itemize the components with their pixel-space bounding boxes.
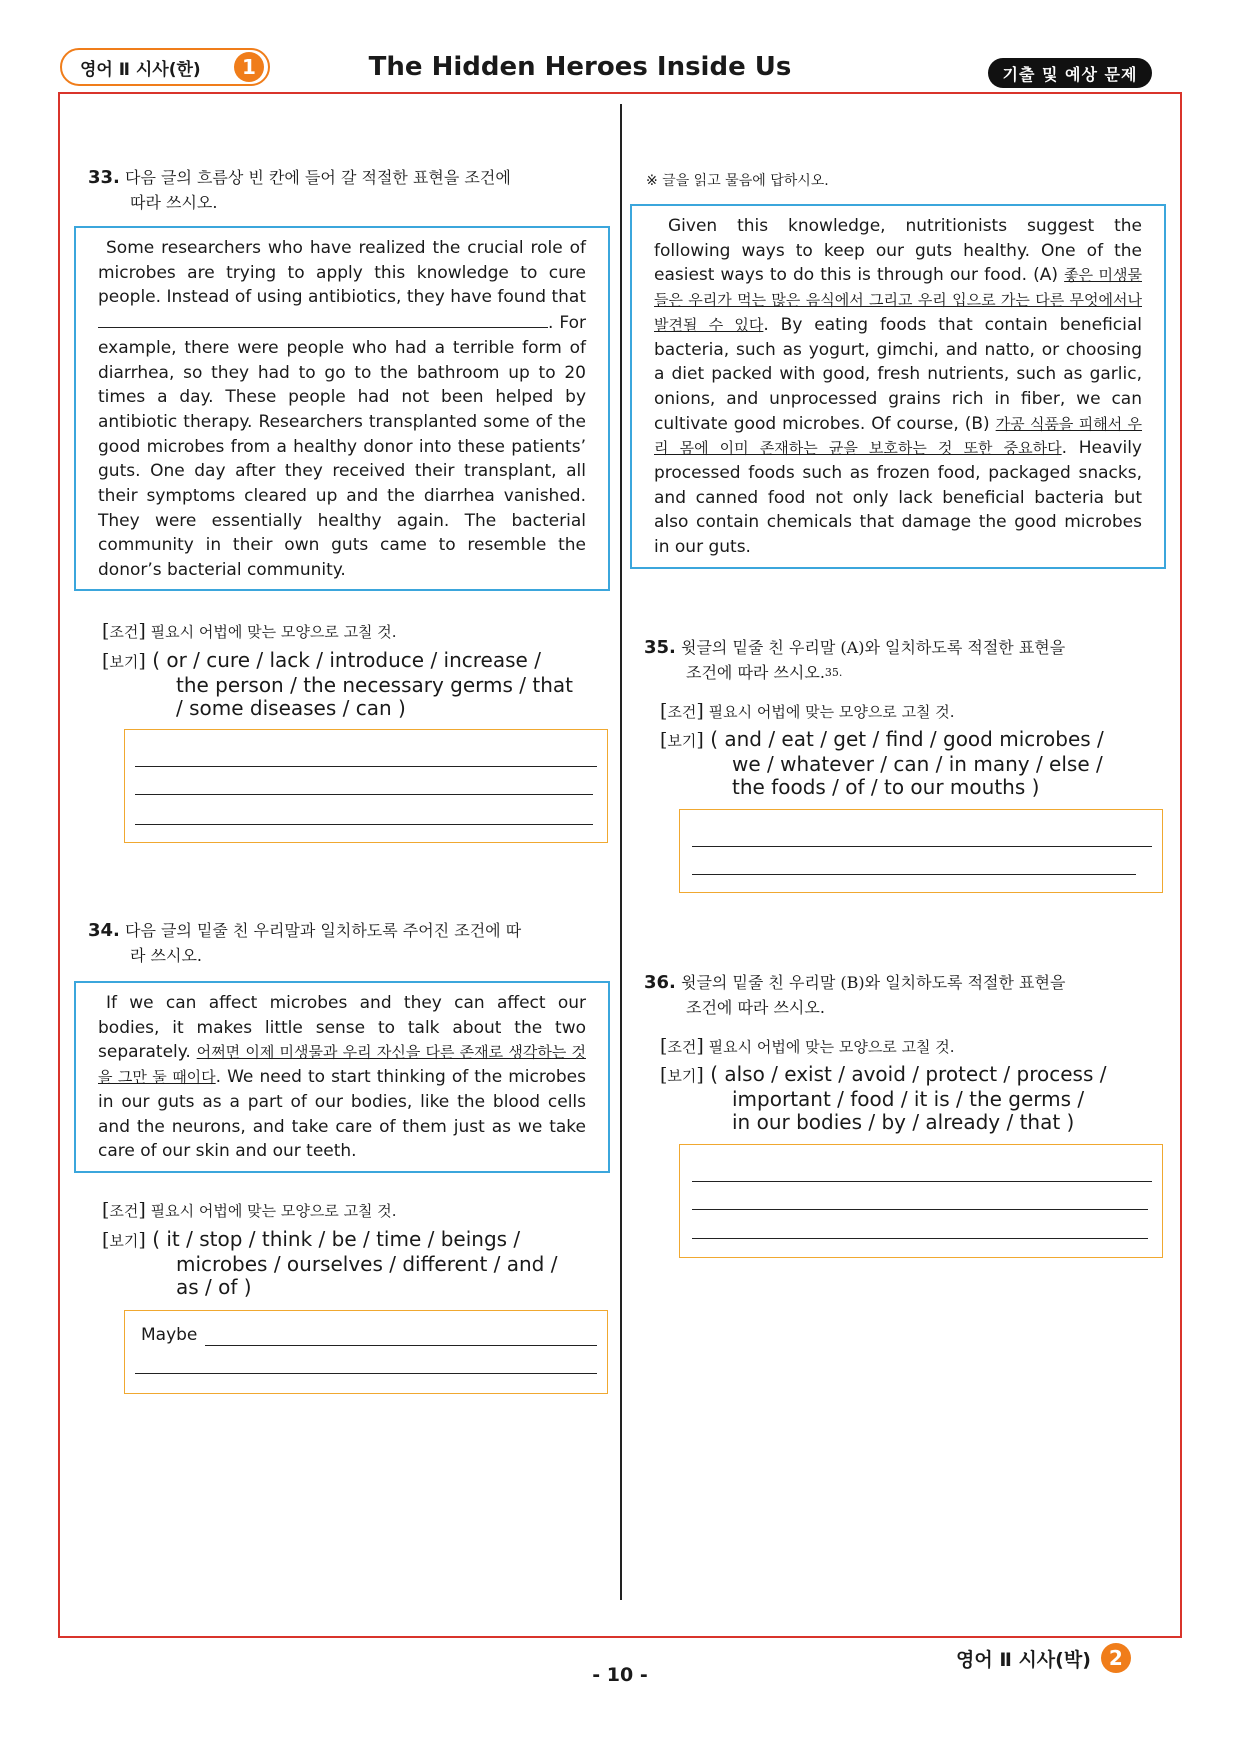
answer-line	[692, 874, 1136, 875]
q36-instruction: 36. 윗글의 밑줄 친 우리말 (B)와 일치하도록 적절한 표현을 조건에 따라 쓰시오.	[644, 972, 1066, 1017]
shared-passage: Given this knowledge, nutritionists suggest the following ways to keep our guts healthy. One of the easiest ways to do this is through our food. (A) 좋은 미생물들은 우리가 먹는 많은 음식에서 그리고 우리 입으로 가는 다른 무엇에서나 발견될 수 있다. By eating foods that contain beneficial bacteria, such as yogurt, gimchi, and natto, or choosing a diet packed with good, fresh nutrients, such as garlic, onions, and unprocessed grains rich in fiber, we can cultivate good microbes. Of course, (B) 가공 식품을 피해서 우리 몸에 이미 존재하는 균을 보호하는 것 또한 중요하다. Heavily processed foods such as frozen food, packaged snacks, and canned food not only lack beneficial bacteria but also contain chemicals that damage the good microbes in our guts.	[630, 204, 1166, 569]
q35-condition: [조건] 필요시 어법에 맞는 모양으로 고칠 것.	[660, 700, 955, 722]
answer-line	[692, 846, 1152, 847]
shared-instruction: ※ 글을 읽고 물음에 답하시오.	[646, 173, 829, 189]
q35-number: 35.	[644, 637, 676, 658]
q36-number: 36.	[644, 972, 676, 993]
subject-label: 영어 Ⅱ 시사(한)	[80, 59, 201, 80]
q34-underlined-korean: 어쩌면 이제 미생물과 우리 자신을 다른 존재로 생각하는 것을 그만 둘 때이다	[98, 1043, 586, 1087]
category-badge: 기출 및 예상 문제	[988, 58, 1152, 88]
q34-number: 34.	[88, 920, 120, 941]
q34-word-bank: [보기] ( it / stop / think / be / time / beings / microbes / ourselves / different / and / as / of )	[102, 1227, 558, 1299]
q34-answer-box[interactable]	[124, 1310, 608, 1394]
q33-condition: [조건] 필요시 어법에 맞는 모양으로 고칠 것.	[102, 620, 397, 642]
q34-answer-prefix: Maybe	[141, 1325, 198, 1345]
q33-passage: Some researchers who have realized the crucial role of microbes are trying to apply this knowledge to cure people. Instead of using antibiotics, they have found that . For example, there were people who had a terrible form of diarrhea, so they had to go to the bathroom up to 20 times a day. These people had not been helped by antibiotic therapy. Researchers transplanted some of the good microbes from a healthy donor into these patients’ guts. One day after they received their transplant, all their symptoms cleared up and the diarrhea vanished. They were essentially healthy again. The bacterial community in their own guts came to resemble the donor’s bacterial community.	[74, 226, 610, 591]
q33-answer-box[interactable]	[124, 729, 608, 843]
page-title: The Hidden Heroes Inside Us	[368, 52, 792, 82]
answer-line	[135, 824, 593, 825]
answer-line	[692, 1181, 1152, 1182]
q33-number: 33.	[88, 167, 120, 188]
q33-word-bank: [보기] ( or / cure / lack / introduce / increase / the person / the necessary germs / that / some diseases / can )	[102, 648, 574, 720]
q36-word-bank: [보기] ( also / exist / avoid / protect / process / important / food / it is / the germs / in our bodies / by / already / that )	[660, 1062, 1107, 1134]
footer-number-badge: 2	[1101, 1643, 1131, 1673]
q36-answer-box[interactable]	[679, 1144, 1163, 1258]
q35-answer-box[interactable]	[679, 809, 1163, 893]
q35-instruction: 35. 윗글의 밑줄 친 우리말 (A)와 일치하도록 적절한 표현을 조건에 따라 쓰시오.$^{35.}$	[644, 637, 1066, 682]
q33-blank	[98, 310, 548, 328]
underlined-a: 좋은 미생물들은 우리가 먹는 많은 음식에서 그리고 우리 입으로 가는 다른 무엇에서나 발견될 수 있다	[654, 266, 1142, 334]
answer-line	[205, 1345, 597, 1346]
underlined-b: 가공 식품을 피해서 우리 몸에 이미 존재하는 균을 보호하는 것 또한 중요하다	[654, 414, 1143, 458]
q35-word-bank: [보기] ( and / eat / get / find / good microbes / we / whatever / can / in many / else / the foods / of / to our mouths )	[660, 727, 1104, 799]
q34-condition: [조건] 필요시 어법에 맞는 모양으로 고칠 것.	[102, 1199, 397, 1221]
footer-subject-label: 영어 Ⅱ 시사(박)	[956, 1648, 1091, 1671]
answer-line	[135, 1373, 597, 1374]
answer-line	[135, 766, 597, 767]
q34-instruction: 34. 다음 글의 밑줄 친 우리말과 일치하도록 주어진 조건에 따 라 쓰시오.	[88, 920, 522, 965]
answer-line	[692, 1209, 1148, 1210]
column-divider	[620, 104, 622, 1600]
answer-line	[135, 794, 593, 795]
page-number: - 10 -	[592, 1664, 648, 1686]
q36-condition: [조건] 필요시 어법에 맞는 모양으로 고칠 것.	[660, 1035, 955, 1057]
q34-passage: If we can affect microbes and they can affect our bodies, it makes little sense to talk about the two separately. 어쩌면 이제 미생물과 우리 자신을 다른 존재로 생각하는 것을 그만 둘 때이다. We need to start thinking of the microbes in our guts as a part of our bodies, like the blood cells and the neurons, and take care of them just as we take care of our skin and our teeth.	[74, 981, 610, 1173]
answer-line	[692, 1238, 1148, 1239]
q33-instruction: 33. 다음 글의 흐름상 빈 칸에 들어 갈 적절한 표현을 조건에 따라 쓰시오.	[88, 167, 511, 212]
subject-number-badge: 1	[234, 52, 264, 82]
